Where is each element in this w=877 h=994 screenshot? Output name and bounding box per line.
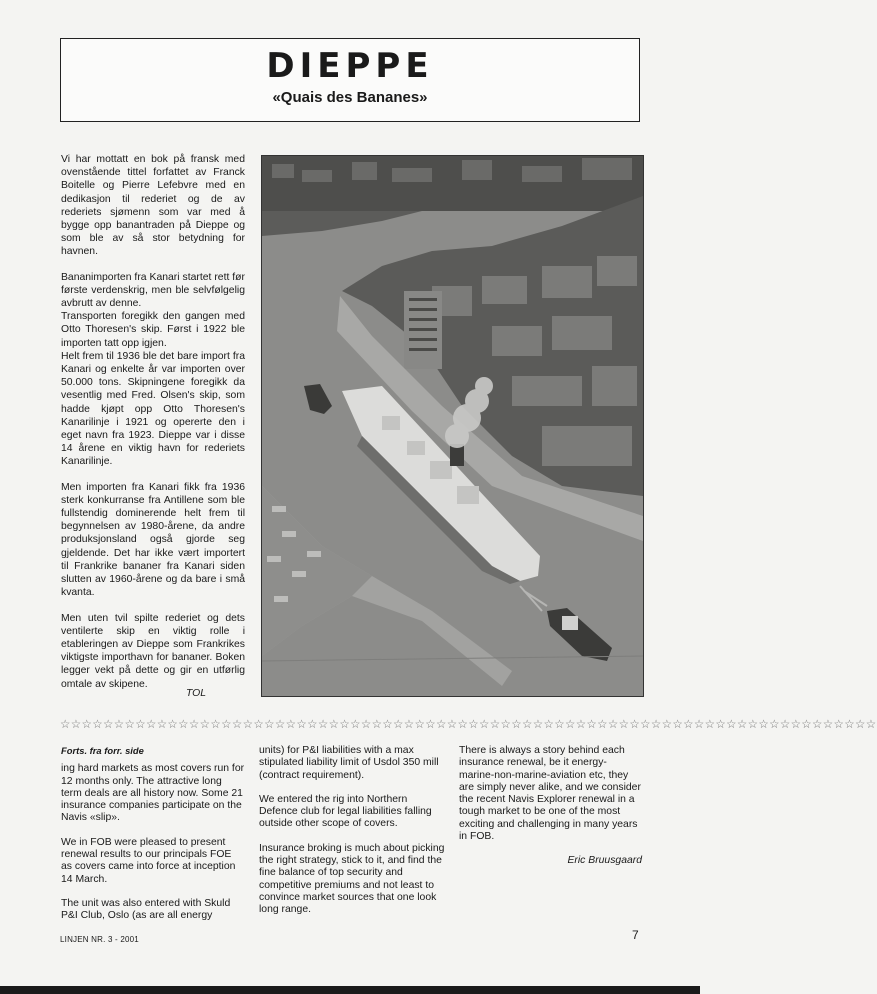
continued-heading: Forts. fra forr. side bbox=[61, 745, 144, 756]
issue-label: LINJEN NR. 3 - 2001 bbox=[60, 935, 139, 944]
harbour-photo bbox=[261, 155, 644, 697]
article-paragraph: Vi har mottatt en bok på fransk med ovenstående tittel forfattet av Franck Boitelle og Pierre Lefebvre med en dedikasjon til rederiet og de av rederiets sjømenn som var med å bygge opp banantraden på Dieppe og som ble av så stor betydning for havnen. bbox=[61, 154, 245, 258]
page-title: DIEPPE bbox=[266, 46, 434, 86]
continued-paragraph: units) for P&I liabilities with a max stipulated liability limit of Usdol 350 mill (contract requirement). bbox=[259, 745, 439, 781]
article-paragraph: Men uten tvil spilte rederiet og dets ventilerte skip en viktig rolle i etableringen av Dieppe som Frankrikes viktigste importhavn for bananer. Boken legger vekt på dette og gir en utførlig omtale av skipene. bbox=[61, 612, 245, 690]
article-paragraph: Men importen fra Kanari fikk fra 1936 sterk konkurranse fra Antillene som ble fullstendig dominerende helt frem til begynnelsen av 1980-årene, da andre produksjonsland også gjorde seg gjeldende. Det har ikke vært importert til Frankrike bananer fra Kanari siden slutten av 1960-årene og da bare i små kvanta. bbox=[61, 481, 245, 599]
continued-paragraph: There is always a story behind each insurance renewal, be it energy-marine-non-marine-aviation etc, they are simply never alike, and we consider the recent Navis Explorer renewal in a tough market to be one of the most exciting and challenging in many years in FOB. bbox=[459, 745, 641, 843]
article-signature: TOL bbox=[186, 688, 207, 699]
article-paragraph: Helt frem til 1936 ble det bare import fra Kanari og enkelte år var importen over 50.000 tons. Skipningene foregikk da vesentlig med Fred. Olsen's skip, som hadde kjøpt opp Otto Thoresen's Kanarilinje i 1921 og opererte den i eget navn fra 1923. Dieppe var i disse 14 årene en viktig havn for rederiets Kanarilinje. bbox=[61, 350, 245, 468]
section-divider: ☆☆☆☆☆☆☆☆☆☆☆☆☆☆☆☆☆☆☆☆☆☆☆☆☆☆☆☆☆☆☆☆☆☆☆☆☆☆☆☆☆☆☆☆☆☆☆☆☆☆☆☆☆☆☆☆☆☆☆☆☆☆☆☆☆☆☆☆☆☆☆☆☆☆☆☆ bbox=[60, 718, 877, 731]
continued-paragraph: We entered the rig into Northern Defence club for legal liabilities falling outside other scope of covers. bbox=[259, 793, 432, 830]
article-paragraph: Transporten foregikk den gangen med Otto Thoresen's skip. Først i 1922 ble importen tatt opp igjen. bbox=[61, 311, 245, 349]
continued-column-2 bbox=[259, 745, 445, 929]
continued-paragraph: The unit was also entered with Skuld P&I Club, Oslo (as are all energy bbox=[61, 897, 231, 922]
bottom-edge-bar bbox=[0, 986, 700, 994]
continued-paragraph: ing hard markets as most covers run for 12 months only. The attractive long term deals are all history now. Some 21 insurance companies participate on the Navis «slip». bbox=[61, 763, 245, 824]
continued-column-1 bbox=[61, 745, 245, 935]
continued-paragraph: We in FOB were pleased to present renewal results to our principals FOE as covers came into force at inception 14 March. bbox=[61, 836, 236, 885]
page-subtitle: «Quais des Bananes» bbox=[272, 89, 428, 106]
article-column bbox=[61, 153, 245, 703]
continued-column-3 bbox=[459, 745, 642, 880]
article-paragraph: Bananimporten fra Kanari startet rett før første verdenskrig, men ble selvfølgelig avbrutt av denne. bbox=[61, 271, 245, 310]
continued-paragraph: Insurance broking is much about picking the right strategy, stick to it, and find the fine balance of top security and competitive premiums and not least to convince market sources that one look long range. bbox=[259, 842, 445, 916]
continued-signature: Eric Bruusgaard bbox=[567, 855, 642, 867]
harbour-photo-illustration bbox=[262, 156, 643, 696]
page-number: 7 bbox=[632, 928, 639, 942]
title-box bbox=[60, 38, 640, 122]
